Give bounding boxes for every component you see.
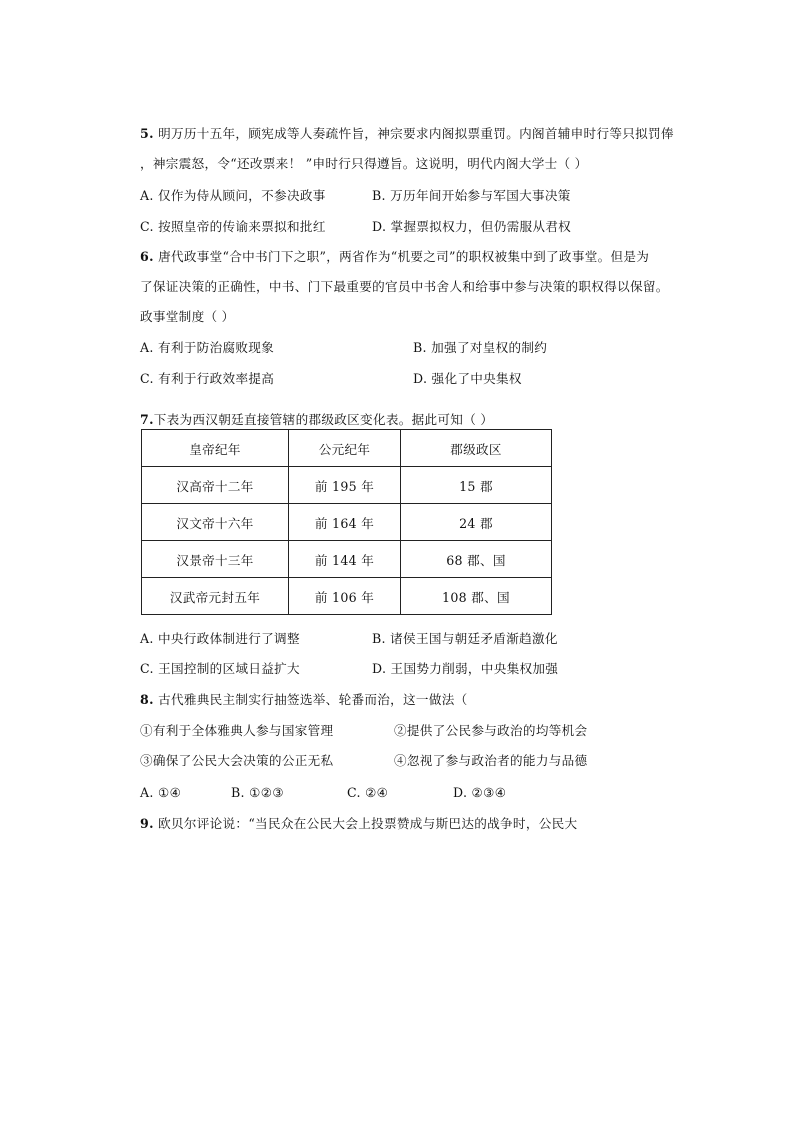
q8-option-b: B. ①②③: [231, 785, 284, 800]
q5-option-c: C. 按照皇帝的传谕来票拟和批红: [140, 219, 326, 234]
table-cell: 前 164 年: [289, 504, 401, 541]
q7-number: 7.: [140, 412, 154, 427]
table-cell: 24 郡: [401, 504, 552, 541]
q6-option-c: C. 有利于行政效率提高: [140, 371, 275, 386]
q5-option-d: D. 掌握票拟权力，但仍需服从君权: [372, 219, 572, 234]
q7-table: [141, 429, 552, 615]
q5-option-b: B. 万历年间开始参与军国大事决策: [372, 188, 571, 203]
q6-option-a: A. 有利于防治腐败现象: [140, 340, 275, 355]
table-header-cell: 郡级政区: [401, 430, 552, 467]
table-row: [142, 504, 552, 541]
q6-stem-line2: 了保证决策的正确性，中书、门下最重要的官员中书舍人和给事中参与决策的职权得以保留。: [140, 279, 669, 294]
table-cell: 汉文帝十六年: [142, 504, 289, 541]
q5-stem-text1: 明万历十五年，顾宪成等人奏疏忤旨，神宗要求内阁拟票重罚。内阁首辅申时行等只拟罚俸: [158, 126, 674, 141]
q6-stem-line3: 政事堂制度（ ）: [140, 309, 235, 324]
q8-option-d: D. ②③④: [453, 785, 507, 800]
q7-stem-text: 下表为西汉朝廷直接管辖的郡级政区变化表。据此可知（ ）: [153, 412, 494, 427]
q6-option-d: D. 强化了中央集权: [413, 371, 522, 386]
q7-option-b: B. 诸侯王国与朝廷矛盾渐趋激化: [372, 631, 558, 646]
table-cell: 汉景帝十三年: [142, 541, 289, 578]
table-header-cell: 公元纪年: [289, 430, 401, 467]
q6-number: 6.: [140, 249, 154, 264]
table-row: [142, 467, 552, 504]
table-header-cell: 皇帝纪年: [142, 430, 289, 467]
q8-statement-3: ③确保了公民大会决策的公正无私: [140, 753, 334, 768]
q5-number: 5.: [140, 126, 154, 141]
table-cell: 15 郡: [401, 467, 552, 504]
q9-stem-text: 欧贝尔评论说：“当民众在公民大会上投票赞成与斯巴达的战争时，公民大: [158, 816, 578, 831]
q8-statement-1: ①有利于全体雅典人参与国家管理: [140, 723, 334, 738]
table-header-row: [142, 430, 552, 467]
q6-option-b: B. 加强了对皇权的制约: [413, 340, 548, 355]
table-cell: 汉高帝十二年: [142, 467, 289, 504]
q8-number: 8.: [140, 692, 154, 707]
q8-statement-4: ④忽视了参与政治者的能力与品德: [394, 753, 588, 768]
q8-option-a: A. ①④: [140, 785, 182, 800]
q7-option-c: C. 王国控制的区域日益扩大: [140, 661, 300, 676]
q8-stem-text: 古代雅典民主制实行抽签选举、轮番而治，这一做法（: [158, 692, 468, 707]
table-cell: 汉武帝元封五年: [142, 578, 289, 615]
table-cell: 前 195 年: [289, 467, 401, 504]
q7-option-a: A. 中央行政体制进行了调整: [140, 631, 300, 646]
q5-stem-line1: [140, 126, 674, 142]
q7-stem: [140, 412, 493, 428]
q8-statement-2: ②提供了公民参与政治的均等机会: [394, 723, 588, 738]
q5-option-a: A. 仅作为侍从顾问，不参决政事: [140, 188, 326, 203]
table-row: [142, 541, 552, 578]
q8-option-c: C. ②④: [347, 785, 389, 800]
q9-stem: [140, 816, 577, 832]
q6-stem-text1: 唐代政事堂“合中书门下之职”，两省作为“机要之司”的职权被集中到了政事堂。但是为: [158, 249, 650, 264]
table-cell: 前 106 年: [289, 578, 401, 615]
table-cell: 108 郡、国: [401, 578, 552, 615]
q5-stem-line2: ，神宗震怒，令“还改票来！ ”申时行只得遵旨。这说明，明代内阁大学士（ ）: [140, 156, 588, 171]
table-cell: 68 郡、国: [401, 541, 552, 578]
table-cell: 前 144 年: [289, 541, 401, 578]
q9-number: 9.: [140, 816, 154, 831]
table-row: [142, 578, 552, 615]
q7-option-d: D. 王国势力削弱，中央集权加强: [372, 661, 559, 676]
q8-stem: [140, 692, 468, 708]
q6-stem-line1: [140, 249, 649, 265]
